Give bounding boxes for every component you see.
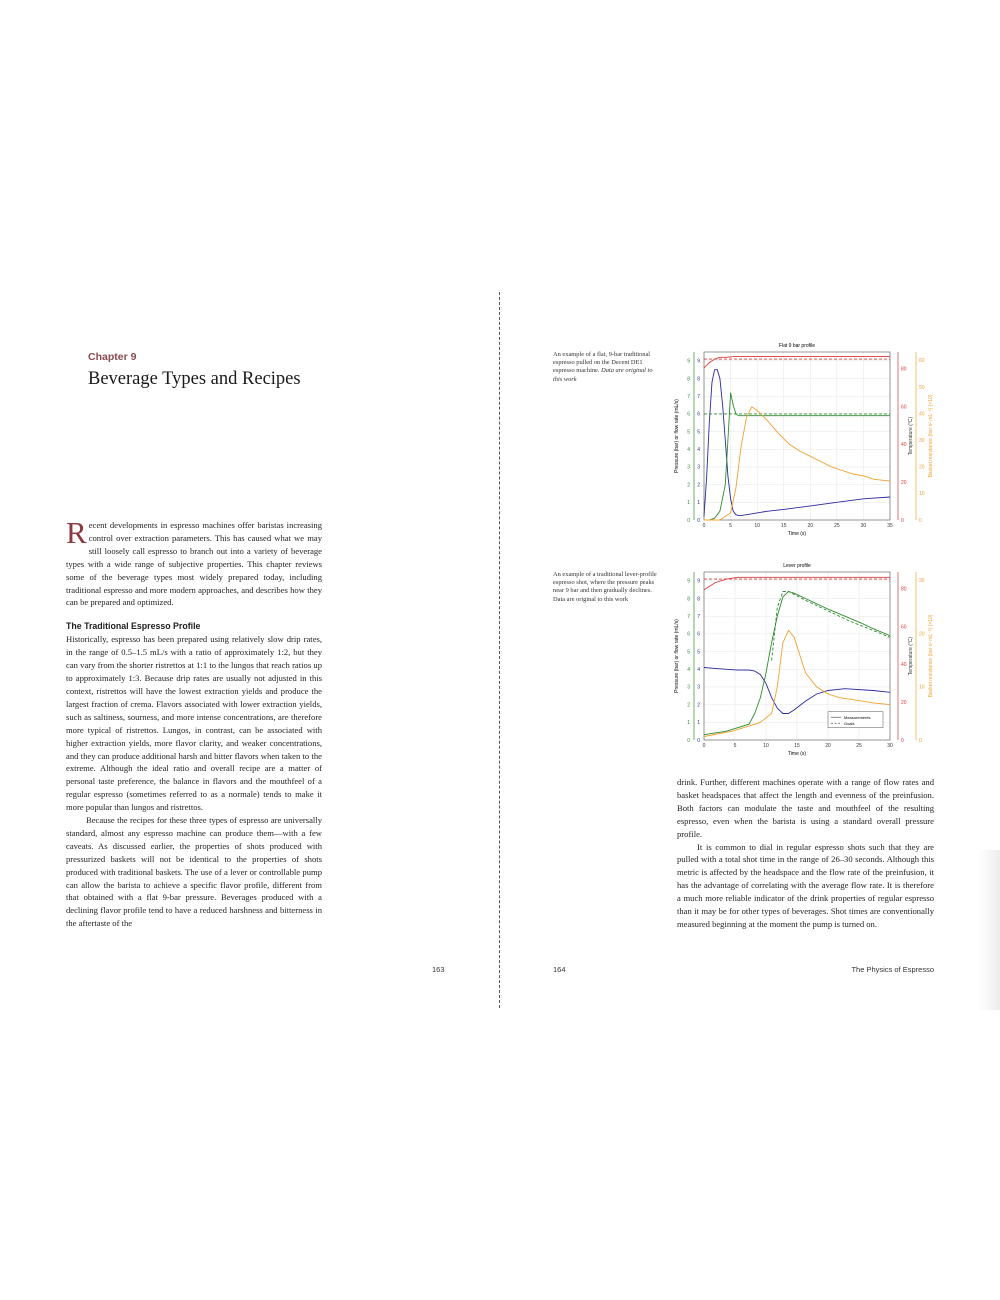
temperature-tick-label: 0	[901, 517, 904, 524]
temperature-tick-label: 40	[901, 662, 907, 669]
figure-caption-2: An example of a traditional lever-profile espresso shot, where the pressure peaks near 9 bar and then gradually declines. Data are original to this work	[553, 571, 657, 603]
legend-label: Goals	[844, 720, 855, 726]
chart-lever-profile	[670, 560, 940, 760]
y-tick-label: 7	[697, 614, 700, 621]
y-tick-label-flow: 2	[687, 482, 690, 489]
y-tick-label: 1	[697, 720, 700, 727]
y-tick-label-flow: 9	[687, 578, 690, 585]
resistance-tick-label: 30	[919, 438, 925, 444]
running-footer-title: The Physics of Espresso	[851, 965, 934, 974]
temperature-tick-label: 60	[901, 624, 907, 631]
y-tick-label: 7	[697, 394, 700, 401]
x-tick-label: 0	[702, 523, 706, 529]
series-pressure	[704, 370, 890, 517]
y-tick-label: 0	[697, 517, 700, 524]
chart-flat-profile-svg	[670, 340, 940, 540]
y-tick-label-flow: 9	[687, 358, 690, 365]
x-tick-label: 25	[856, 743, 862, 749]
resistance-tick-label: 10	[919, 491, 925, 498]
x-axis-label: Time (s)	[787, 531, 807, 537]
y-tick-label-flow: 0	[687, 517, 690, 524]
y-tick-label: 4	[697, 667, 700, 674]
page-number-left: 163	[432, 965, 445, 974]
page-spine	[499, 292, 500, 1008]
page-number-right: 164	[553, 965, 566, 974]
x-tick-label: 5	[733, 743, 737, 749]
resistance-tick-label: 30	[919, 578, 925, 585]
x-tick-label: 20	[825, 743, 831, 749]
section-paragraph-2: Because the recipes for these three types of espresso are universally standard, almost any espresso machine can produce them—with a few caveats. As discussed earlier, the properties of shots produced with pressurized baskets will not be identical to the properties of shots produced with traditional baskets. The use of a lever or controllable pump can allow the barista to achieve a specific flavor profile, different from that obtained with a flat 9-bar pressure. Beverages produced with a declining flavor profile tend to have a reduced harshness and bitterness in the aftertaste of the	[66, 815, 322, 929]
x-tick-label: 25	[834, 523, 840, 529]
y-tick-label-flow: 3	[687, 684, 690, 691]
y-axis-label-temperature: Temperature (°C)	[908, 636, 914, 676]
x-tick-label: 30	[860, 523, 867, 529]
y-tick-label: 2	[697, 702, 700, 709]
y-tick-label: 9	[697, 358, 700, 365]
x-tick-label: 15	[794, 743, 800, 749]
y-tick-label-flow: 4	[687, 447, 690, 454]
x-tick-label: 30	[887, 743, 893, 749]
y-tick-label-flow: 8	[687, 376, 690, 383]
chart-title: Flat 9 bar profile	[778, 343, 816, 349]
y-tick-label: 6	[697, 631, 700, 638]
x-tick-label: 15	[780, 523, 787, 529]
resistance-tick-label: 10	[919, 684, 925, 691]
series-flow	[704, 393, 890, 520]
page-edge-shadow	[978, 850, 1000, 1010]
y-tick-label-flow: 1	[687, 500, 690, 507]
resistance-tick-label: 60	[919, 358, 925, 365]
temperature-tick-label: 40	[901, 442, 907, 449]
y-tick-label: 5	[697, 429, 700, 436]
y-tick-label-flow: 6	[687, 411, 690, 418]
intro-paragraph	[66, 515, 322, 609]
y-axis-label: Pressure (bar) or flow rate (mL/s)	[674, 399, 680, 473]
x-tick-label: 5	[729, 523, 732, 529]
resistance-tick-label: 20	[919, 631, 925, 638]
y-tick-label: 8	[697, 376, 700, 383]
y-tick-label-flow: 8	[687, 596, 690, 603]
resistance-tick-label: 40	[919, 411, 925, 418]
y-tick-label-flow: 0	[687, 737, 690, 744]
left-page-body	[66, 515, 322, 930]
temperature-tick-label: 20	[901, 700, 907, 706]
x-tick-label: 10	[754, 523, 760, 529]
y-tick-label-flow: 7	[687, 614, 690, 621]
resistance-tick-label: 50	[919, 384, 925, 391]
y-tick-label: 2	[697, 482, 700, 489]
right-page-body	[677, 776, 934, 931]
section-heading: The Traditional Espresso Profile	[66, 621, 201, 632]
y-axis-label-resistance: Basket resistance (bar s² mL⁻²) (×10)	[928, 394, 934, 478]
y-tick-label-flow: 2	[687, 702, 690, 709]
y-tick-label: 4	[697, 447, 700, 454]
y-tick-label-flow: 4	[687, 667, 690, 674]
y-tick-label-flow: 1	[687, 720, 690, 727]
y-tick-label-flow: 7	[687, 394, 690, 401]
series-flow-goal	[772, 592, 890, 661]
x-tick-label: 0	[702, 743, 706, 749]
resistance-tick-label: 20	[919, 464, 925, 471]
y-tick-label: 3	[697, 684, 700, 691]
y-axis-label-temperature: Temperature (°C)	[908, 416, 914, 456]
y-axis-label: Pressure (bar) or flow rate (mL/s)	[674, 619, 680, 693]
plot-frame	[704, 352, 890, 520]
caption-1-credit: Data are original to this work	[553, 367, 653, 383]
y-tick-label: 8	[697, 596, 700, 603]
x-axis-label: Time (s)	[787, 751, 807, 757]
series-temperature	[704, 356, 890, 368]
legend-label: Measurements	[844, 714, 871, 720]
temperature-tick-label: 60	[901, 404, 907, 411]
y-tick-label: 3	[697, 464, 700, 471]
chapter-title: Beverage Types and Recipes	[88, 369, 301, 389]
x-tick-label: 20	[807, 523, 814, 529]
y-tick-label-flow: 5	[687, 429, 690, 436]
y-tick-label-flow: 3	[687, 464, 690, 471]
chart-title: Lever profile	[783, 563, 811, 569]
right-paragraph-2: It is common to dial in regular espresso shots such that they are pulled with a total shot time in the range of 26–30 seconds. Although this metric is affected by the headspace and the flow rate of the preinfusion, it has the advantage of correlating with the average flow rate. It is therefore a much more reliable indicator of the drink properties of regular espresso than it may be for other types of beverages. Shot times are conventionally measured beginning at the moment the pump is turned on.	[677, 841, 934, 929]
temperature-tick-label: 80	[901, 586, 907, 593]
y-tick-label: 9	[697, 578, 700, 585]
resistance-tick-label: 0	[919, 737, 922, 744]
y-tick-label-flow: 5	[687, 649, 690, 656]
y-tick-label-flow: 6	[687, 631, 690, 638]
right-paragraph-1: drink. Further, different machines operate with a range of flow rates and basket headspaces that affect the length and evenness of the preinfusion. Both factors can modulate the taste and mouthfeel of the resulting espresso, even when the barista is using a standard overall pressure profile.	[677, 777, 934, 839]
chart-flat-profile	[670, 340, 940, 540]
temperature-tick-label: 80	[901, 366, 907, 373]
chapter-label: Chapter 9	[88, 351, 137, 363]
drop-cap: R	[66, 515, 87, 550]
x-tick-label: 10	[763, 743, 769, 749]
y-tick-label: 1	[697, 500, 700, 507]
y-axis-label-resistance: Basket resistance (bar s² mL⁻²) (×10)	[928, 614, 934, 698]
x-tick-label: 35	[887, 523, 893, 529]
y-tick-label: 5	[697, 649, 700, 656]
figure-caption-1	[553, 351, 659, 384]
y-tick-label: 0	[697, 737, 700, 744]
intro-text: ecent developments in espresso machines offer baristas increasing control over extraction parameters. This has caused what we may still loosely call espresso to branch out into a variety of beverage types with a wide range of subjective properties. This chapter reviews some of the beverage types most widely prepared today, including traditional espresso and more modern approaches, and describes how they can be prepared and optimized.	[66, 520, 322, 608]
caption-1-text: An example of a flat, 9-bar traditional espresso pulled on the Decent DE1 espresso machine.	[553, 351, 651, 375]
section-paragraph-1: Historically, espresso has been prepared using relatively slow drip rates, in the range of 0.5–1.5 mL/s with a ratio of approximately 1:2, but they can vary from the shorter ristrettos at 1:1 to the lungos that reach ratios up to approximately 1:3. Because drip rates are usually not adjusted in this context, ristrettos will have the lowest extraction yields and produce the largest fraction of crema. Flavors associated with lower extraction yields, such as saltiness, sourness, and more intense concentrations, are therefore more typical of ristrettos. Lungos, in contrast, can be associated with higher extraction yields, more flavor clarity, and weaker concentrations, and they can produce additional harsh and bitter flavors when taken to the extreme. Although the ideal ratio and overall recipe are a matter of personal taste preference, the balance in flavors and the mouthfeel of a regular espresso (sometimes referred to as a normale) tends to make it more popular than lungos and ristrettos.	[66, 634, 322, 813]
resistance-tick-label: 0	[919, 517, 922, 524]
temperature-tick-label: 20	[901, 480, 907, 486]
chart-lever-profile-svg	[670, 560, 940, 760]
y-tick-label: 6	[697, 411, 700, 418]
temperature-tick-label: 0	[901, 737, 904, 744]
